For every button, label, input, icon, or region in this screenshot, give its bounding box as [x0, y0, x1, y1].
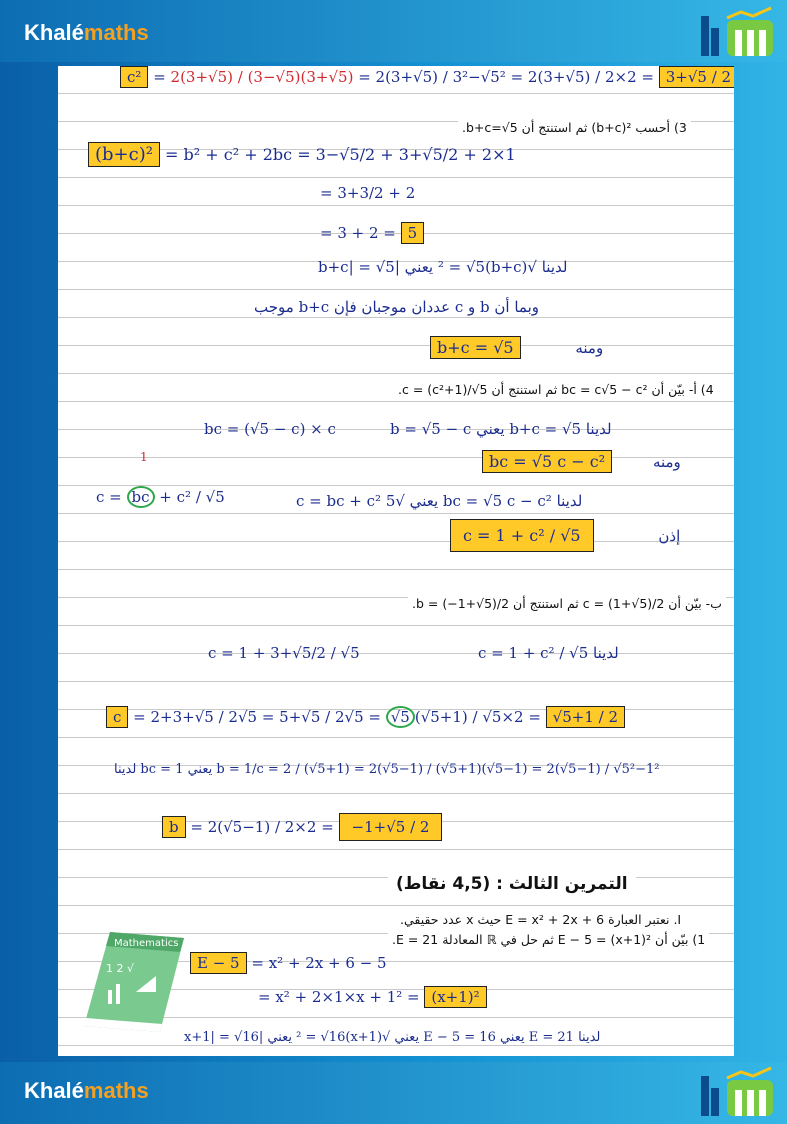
brand-logo-text: Khalémaths: [24, 20, 149, 45]
q4a-annotation: 1: [140, 450, 148, 464]
exercise3-line-e-minus-5: E − 5 = x² + 2x + 6 − 5: [190, 954, 387, 972]
q4b-result: b = 2(√5−1) / 2×2 = −1+√5 / 2: [162, 818, 442, 836]
q3-result: b+c = √5 ومنه: [430, 338, 603, 357]
q4a-line-bc-result: bc = √5 c − c² ومنه: [482, 452, 681, 471]
q3-line-sum: = 3+3/2 + 2: [320, 184, 416, 202]
q4a-line-bc-product: bc = (√5 − c) × c: [204, 420, 336, 438]
q4b-line-c-simplify: c = 2+3+√5 / 2√5 = 5+√5 / 2√5 = √5 (√5+1) / √5×2 = √5+1 / 2: [106, 706, 625, 728]
q3-line-b-plus-c-squared: (b+c)² = b² + c² + 2bc = 3−√5/2 + 3+√5/2 + 2×1: [88, 144, 516, 165]
exercise3-line-square: = x² + 2×1×x + 1² = (x+1)²: [258, 988, 487, 1006]
mathematics-book-icon: [80, 932, 190, 1034]
q4a-line-c-fraction: c = bc + c² / √5: [96, 488, 225, 506]
q4a-prompt: 4) أ- بيّن أن bc = c√5 − c² ثم استنتج أن c = (c²+1)/√5.: [394, 380, 718, 399]
svg-text:1 2 √: 1 2 √: [106, 962, 134, 975]
svg-text:Mathematics: Mathematics: [114, 938, 179, 949]
header-bar: [0, 0, 787, 62]
q4b-prompt: ب- بيّن أن c = (1+√5)/2 ثم استنتج أن b = (−1+√5)/2.: [408, 594, 726, 613]
q4b-line-given: لدينا c = 1 + c² / √5: [478, 644, 619, 662]
footer-bar: [0, 1062, 787, 1124]
q4a-line-sqrt5c: لدينا bc = √5 c − c² يعني √5 c = bc + c²: [296, 492, 583, 510]
q4b-line-b-derive: لدينا bc = 1 يعني b = 1/c = 2 / (√5+1) = 2(√5−1) / (√5+1)(√5−1) = 2(√5−1) / √5²−1²: [114, 762, 660, 777]
q3-line-abs: لدينا √(b+c)² = √5 يعني |b+c| = √5: [318, 258, 568, 276]
brand-logo-text-footer: Khalémaths: [24, 1078, 149, 1103]
worksheet-page: [58, 66, 734, 1056]
exercise3-title: التمرين الثالث : (4,5 نقاط): [388, 871, 636, 897]
q4b-line-substitute: c = 1 + 3+√5/2 / √5: [208, 644, 360, 662]
exercise3-line-equation: لدينا E = 21 يعني E − 5 = 16 يعني √(x+1)² = √16 يعني |x+1| = √16: [184, 1030, 601, 1045]
km-logo-icon-footer: [697, 1066, 777, 1120]
q4a-result: c = 1 + c² / √5 إذن: [450, 526, 680, 545]
q3-line-five: = 3 + 2 = 5: [320, 224, 424, 242]
exercise3-statement-2: 1) بيّن أن E − 5 = (x+1)² ثم حل في ℝ المعادلة E = 21.: [388, 930, 709, 949]
km-logo-icon: [697, 6, 777, 60]
exercise3-statement-1: I. نعتبر العبارة E = x² + 2x + 6 حيث x عدد حقيقي.: [396, 910, 685, 929]
q3-line-c-squared: c² = 2(3+√5) / (3−√5)(3+√5) = 2(3+√5) / 3²−√5² = 2(3+√5) / 2×2 = 3+√5 / 2: [120, 68, 734, 86]
q3-line-positive: وبما أن b و c عددان موجبان فإن b+c موجب: [254, 298, 540, 316]
q3-prompt: 3) أحسب ²(b+c) ثم استنتج أن b+c=√5.: [458, 118, 691, 137]
q4a-line-b: لدينا b+c = √5 يعني b = √5 − c: [390, 420, 612, 438]
